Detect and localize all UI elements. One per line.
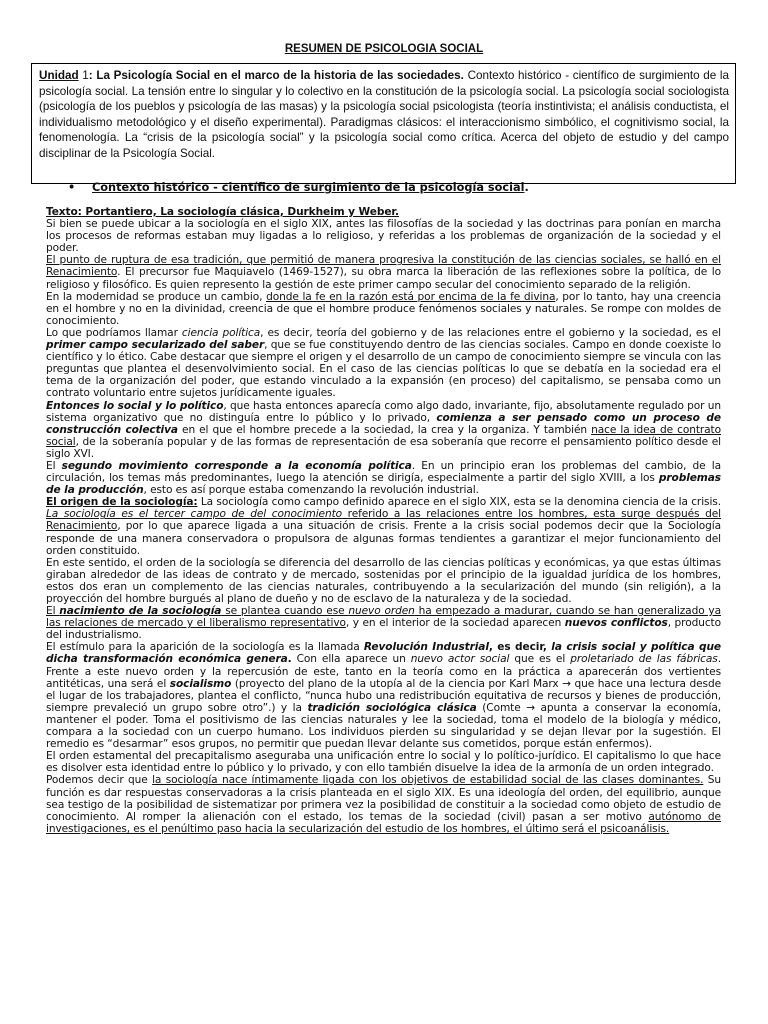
paragraph-11: El orden estamental del precapitalismo aseguraba una unificación entre lo social y lo político-jurídico. El capitalismo lo que hace es disolver esta identidad entre lo público y lo privado, y con ello también disuelve la idea de la armonía de un orden integrado. (46, 750, 721, 775)
paragraph-6: El segundo movimiento corresponde a la economía política. En un principio eran los problemas del cambio, de la circulación, los temas más predominantes, luego la atención se dirigía, especialmente a partir del siglo XVIII, a los problemas de la producción, esto es así porque estaba comenzando la revolución industrial. (46, 459, 721, 497)
paragraph-10: El estímulo para la aparición de la sociología es la llamada Revolución Industrial, es decir, la crisis social y política que dicha transformación económica genera. Con ella aparece un nuevo actor social que es el proletariado de las fábricas. Frente a este nuevo orden y la repercusión de este, tanto en la teoría como en la práctica a aparecerán dos vertientes antitéticas, una será el socialismo (proyecto del plano de la utopía al de la ciencia por Karl Marx → que hace una lectura desde el lugar de los trabajadores, plantea el conflicto, “nunca hubo una redistribución equitativa de recursos y bienes de producción, siempre prevaleció un grupo sobre otro”.) y la tradición sociológica clásica (Comte → apunta a conservar la economía, mantener el poder. Toma el positivismo de las ciencias naturales y lee la sociedad, toma el modelo de la biología y médico, compara a la sociedad con un cuerpo humano. Los individuos pierden su singularidad y se dejan llevar por la sugestión. El remedio es “desarmar” esos grupos, no permitir que puedan llevar delante sus cometidos, porque están enfermos). (46, 641, 721, 751)
document-title: RESUMEN DE PSICOLOGIA SOCIAL (284, 43, 484, 55)
paragraph-5: Entonces lo social y lo político, que hasta entonces aparecía como algo dado, invariante, fijo, absolutamente regulado por un sistema organizativo que no distinguía entre lo público y lo privado, comienza a ser pensado como un proceso de construcción colectiva en el que el hombre precede a la sociedad, la crea y la organiza. Y también nace la idea de contrato social, de la soberanía popular y de las formas de representación de esa soberanía que recorre el pensamiento político desde el siglo XVI. (46, 399, 721, 460)
section-bullet (68, 181, 529, 194)
bullet-icon: • (68, 181, 76, 194)
unit-number: 1 (78, 69, 89, 82)
paragraph-8: En este sentido, el orden de la sociología se diferencia del desarrollo de las ciencias políticas y económicas, ya que estas últimas giraban alrededor de las ideas de contrato y de mercado, sostenidas por el principio de la igualdad jurídica de los hombres, estos dos eran un complemento de las ciencias naturales, contribuyendo a la secularización del mundo (sin religión), a la proyección del hombre burgués al plano de dueño y no de esclavo de la naturaleza y de la sociedad. (46, 556, 721, 605)
paragraph-3: En la modernidad se produce un cambio, donde la fe en la razón está por encima de la fe divina, por lo tanto, hay una creencia en el hombre y no en la divinidad, creencia de que el hombre produce fenómenos sociales y naturales. Se rompe con moldes de conocimiento. (46, 290, 721, 327)
paragraph-4: Lo que podríamos llamar ciencia política, es decir, teoría del gobierno y de las relaciones entre el gobierno y la sociedad, es el primer campo secularizado del saber, que se fue constituyendo dentro de las ciencias sociales. Campo en donde coexiste lo científico y lo ético. Cabe destacar que siempre el origen y el desarrollo de un campo de conocimiento siempre se vincula con las preguntas que plantea el desenvolvimiento social. En el caso de las ciencias políticas lo que se debatía en la sociedad era el tema de la organización del poder, que estando vinculado a la expansión (en proceso) del capitalismo, se pensaba como un contrato voluntario entre sujetos jurídicamente iguales. (46, 326, 721, 400)
section-title: Contexto histórico - científico de surgimiento de la psicología social (92, 181, 525, 194)
unit-heading (39, 69, 464, 82)
unit-summary-box (31, 63, 736, 184)
unit-label: Unidad (39, 69, 79, 82)
unit-title: : La Psicología Social en el marco de la historia de las sociedades. (88, 69, 464, 82)
unit-description: Contexto histórico - científico de surgimiento de la psicología social. La tensión entre lo singular y lo colectivo en la constitución de la psicología social. La psicología social sociologista (psicología de los pueblos y psicología de las masas) y la psicología social psicologista (teoría instintivista; el análisis conductista, el individualismo metodológico y el diseño experimental). Paradigmas clásicos: el interaccionismo simbólico, el cognitivismo social, la fenomenología. La “crisis de la psicología social” y la psicología social como crítica. Acerca del objeto de estudio y del campo disciplinar de la Psicología Social. (39, 69, 729, 160)
section-title-end: . (524, 181, 529, 194)
paragraph-7: El origen de la sociología: La sociología como campo definido aparece en el siglo XIX, esta se la denomina ciencia de la crisis. La sociología es el tercer campo de del conocimiento referido a las relaciones entre los hombres, esta surge después del Renacimiento, por lo que aparece ligada a una situación de crisis. Frente a la crisis social podemos decir que la Sociología responde de una manera conservadora o propulsora de algunas formas tendientes a garantizar el mejor funcionamiento del orden constituido. (46, 496, 721, 557)
text-reference-heading: Texto: Portantiero, La sociología clásica, Durkheim y Weber. (46, 206, 399, 218)
paragraph-12: Podemos decir que la sociología nace íntimamente ligada con los objetivos de estabilidad social de las clases dominantes. Su función es dar respuestas conservadoras a la crisis planteada en el siglo XIX. Es una ideología del orden, del equilibrio, aunque sea testigo de la posibilidad de sistematizar por primera vez la posibilidad de constituir a la sociedad como objeto de estudio de conocimiento. Al romper la alienación con el estado, los temas de la sociedad (civil) pasan a ser motivo autónomo de investigaciones, es el penúltimo paso hacia la secularización del estudio de los hombres, el último será el psicoanálisis. (46, 774, 721, 835)
paragraph-2: El punto de ruptura de esa tradición, que permitió de manera progresiva la constitución de las ciencias sociales, se halló en el Renacimiento. El precursor fue Maquiavelo (1469-1527), su obra marca la liberación de las reflexiones sobre la política, de lo religioso y filosófico. Es quien represento la gestión de este primer campo secular del conocimiento separado de la religión. (46, 254, 721, 291)
paragraph-1: Si bien se puede ubicar a la sociología en el siglo XIX, antes las filosofías de la sociedad y las doctrinas para ponían en marcha los procesos de reformas estaban muy ligadas a lo religioso, y referidas a los problemas de organización de la sociedad y el poder. (46, 218, 721, 255)
summary-body (46, 206, 721, 835)
paragraph-9: El nacimiento de la sociología se plantea cuando ese nuevo orden ha empezado a madurar, cuando se han generalizado ya las relaciones de mercado y el liberalismo representativo, y en el interior de la sociedad aparecen nuevos conflictos, producto del industrialismo. (46, 605, 721, 642)
